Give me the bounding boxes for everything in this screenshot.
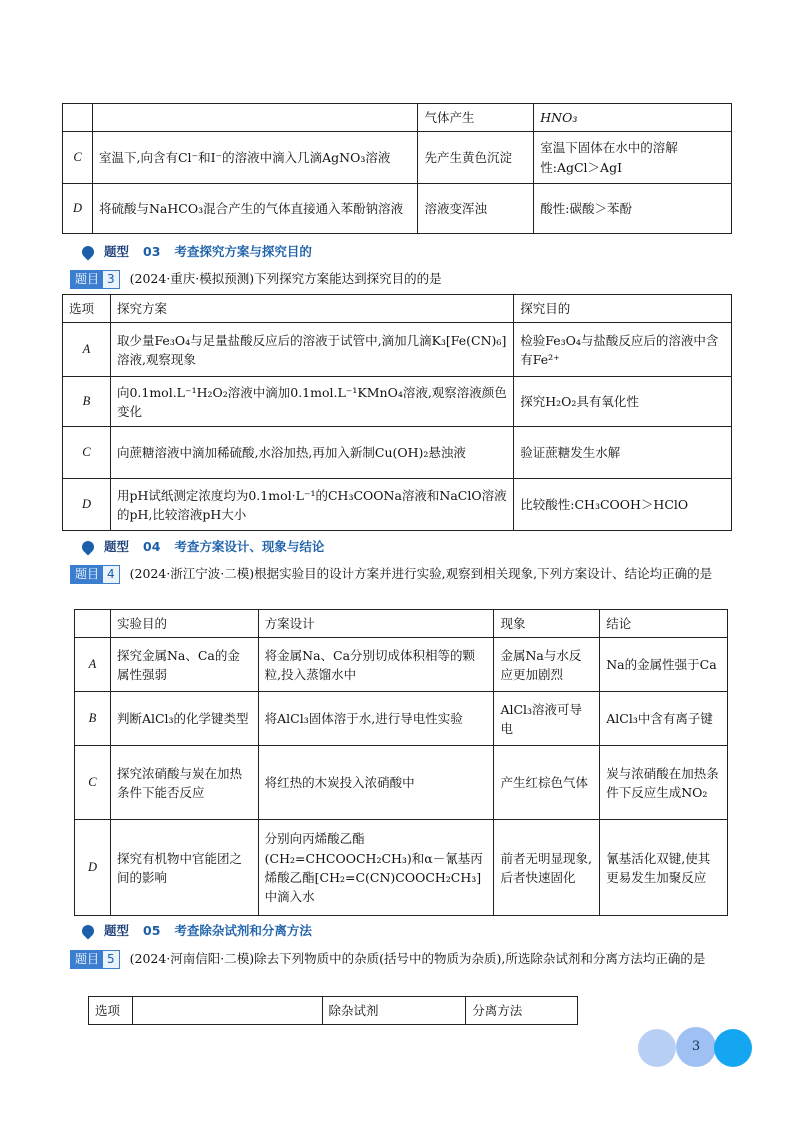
header-cell: 方案设计 [258, 610, 494, 638]
option-cell: C [75, 746, 111, 820]
question-5-prompt [70, 948, 730, 970]
header-cell: 现象 [494, 610, 600, 638]
question-3-table [62, 294, 732, 531]
option-cell: C [63, 132, 93, 184]
table-header-row [89, 997, 578, 1025]
section-number: 05 [143, 923, 161, 939]
table-header-row [75, 610, 728, 638]
option-cell: D [75, 820, 111, 916]
question-badge-number: 5 [103, 951, 119, 968]
question-badge-number: 3 [103, 271, 119, 288]
goal-cell: 探究有机物中官能团之间的影响 [110, 820, 258, 916]
design-cell: 将AlCl₃固体溶于水,进行导电性实验 [258, 692, 494, 746]
goal-cell: 探究金属Na、Ca的金属性强弱 [110, 638, 258, 692]
header-cell: 选项 [89, 997, 133, 1025]
question-badge-number: 4 [103, 566, 119, 583]
table-row [75, 692, 728, 746]
conclusion-cell: 氰基活化双键,使其更易发生加聚反应 [600, 820, 728, 916]
conclusion-cell: Na的金属性强于Ca [600, 638, 728, 692]
section-heading-04 [82, 537, 324, 557]
option-cell [63, 104, 93, 132]
plan-cell: 向0.1mol.L⁻¹H₂O₂溶液中滴加0.1mol.L⁻¹KMnO₄溶液,观察溶液颜色变化 [110, 377, 513, 427]
design-cell: 分别向丙烯酸乙酯(CH₂=CHCOOCH₂CH₃)和α－氰基丙烯酸乙酯[CH₂=C(CN)COOCH₂CH₃]中滴入水 [258, 820, 494, 916]
option-cell: A [63, 323, 111, 377]
table-row [63, 132, 732, 184]
table-row [63, 323, 732, 377]
page-number: 3 [676, 1027, 716, 1067]
header-cell [75, 610, 111, 638]
table-row [75, 820, 728, 916]
option-cell: B [63, 377, 111, 427]
question-text: (2024·重庆·模拟预测)下列探究方案能达到探究目的的是 [129, 271, 442, 286]
plan-cell: 取少量Fe₃O₄与足量盐酸反应后的溶液于试管中,滴加几滴K₃[Fe(CN)₆]溶液,观察现象 [110, 323, 513, 377]
goal-cell: 探究H₂O₂具有氧化性 [514, 377, 732, 427]
desc-cell: 室温下,向含有Cl⁻和I⁻的溶液中滴入几滴AgNO₃溶液 [92, 132, 417, 184]
question-4-prompt [70, 563, 730, 585]
phenomenon-cell: 气体产生 [418, 104, 534, 132]
header-cell: 分离方法 [466, 997, 578, 1025]
conclusion-cell: 炭与浓硝酸在加热条件下反应生成NO₂ [600, 746, 728, 820]
table-row [63, 184, 732, 234]
plan-cell: 向蔗糖溶液中滴加稀硫酸,水浴加热,再加入新制Cu(OH)₂悬浊液 [110, 427, 513, 479]
header-cell: 结论 [600, 610, 728, 638]
question-5-table [88, 996, 578, 1025]
phenomenon-cell: AlCl₃溶液可导电 [494, 692, 600, 746]
goal-cell: 检验Fe₃O₄与盐酸反应后的溶液中含有Fe²⁺ [514, 323, 732, 377]
question-4-table [74, 609, 728, 916]
table-row [63, 479, 732, 531]
header-cell: 探究方案 [110, 295, 513, 323]
section-heading-05 [82, 921, 312, 941]
goal-cell: 验证蔗糖发生水解 [514, 427, 732, 479]
section-title: 考查方案设计、现象与结论 [174, 539, 325, 555]
question-badge [70, 565, 120, 584]
section-title: 考查除杂试剂和分离方法 [174, 923, 312, 939]
desc-cell: 将硫酸与NaHCO₃混合产生的气体直接通入苯酚钠溶液 [92, 184, 417, 234]
design-cell: 将红热的木炭投入浓硝酸中 [258, 746, 494, 820]
section-tag: 题型 [104, 539, 130, 555]
phenomenon-cell: 产生红棕色气体 [494, 746, 600, 820]
section-tag: 题型 [104, 244, 130, 260]
table-row [63, 377, 732, 427]
section-number: 04 [143, 539, 161, 555]
conclusion-cell: HNO₃ [534, 104, 732, 132]
goal-cell: 比较酸性:CH₃COOH＞HClO [514, 479, 732, 531]
decor-circle [714, 1029, 752, 1067]
question-badge-label: 题目 [71, 566, 103, 583]
option-cell: A [75, 638, 111, 692]
goal-cell: 判断AlCl₃的化学键类型 [110, 692, 258, 746]
header-cell: 选项 [63, 295, 111, 323]
plan-cell: 用pH试纸测定浓度均为0.1mol·L⁻¹的CH₃COONa溶液和NaClO溶液的pH,比较溶液pH大小 [110, 479, 513, 531]
header-cell [132, 997, 322, 1025]
phenomenon-cell: 先产生黄色沉淀 [418, 132, 534, 184]
phenomenon-cell: 前者无明显现象,后者快速固化 [494, 820, 600, 916]
header-cell: 除杂试剂 [322, 997, 466, 1025]
question-badge [70, 950, 120, 969]
desc-cell [92, 104, 417, 132]
goal-cell: 探究浓硝酸与炭在加热条件下能否反应 [110, 746, 258, 820]
phenomenon-cell: 溶液变浑浊 [418, 184, 534, 234]
header-cell: 探究目的 [514, 295, 732, 323]
page-number-badge [638, 1027, 752, 1067]
section-tag: 题型 [104, 923, 130, 939]
conclusion-cell: 室温下固体在水中的溶解性:AgCl＞AgI [534, 132, 732, 184]
design-cell: 将金属Na、Ca分别切成体积相等的颗粒,投入蒸馏水中 [258, 638, 494, 692]
conclusion-cell: AlCl₃中含有离子键 [600, 692, 728, 746]
phenomenon-cell: 金属Na与水反应更加剧烈 [494, 638, 600, 692]
option-cell: C [63, 427, 111, 479]
conclusion-cell: 酸性:碳酸＞苯酚 [534, 184, 732, 234]
question-badge [70, 270, 120, 289]
section-title: 考查探究方案与探究目的 [174, 244, 312, 260]
question-text: (2024·河南信阳·二模)除去下列物质中的杂质(括号中的物质为杂质),所选除杂试剂和分离方法均正确的是 [129, 951, 706, 966]
question-text: (2024·浙江宁波·二模)根据实验目的设计方案并进行实验,观察到相关现象,下列方案设计、结论均正确的是 [129, 566, 713, 581]
header-cell: 实验目的 [110, 610, 258, 638]
table-row [63, 104, 732, 132]
option-cell: B [75, 692, 111, 746]
top-table [62, 103, 732, 234]
section-heading-03 [82, 242, 312, 262]
location-pin-icon [80, 923, 97, 940]
table-row [75, 746, 728, 820]
decor-circle [638, 1029, 676, 1067]
question-badge-label: 题目 [71, 951, 103, 968]
table-row [63, 427, 732, 479]
location-pin-icon [80, 539, 97, 556]
table-header-row [63, 295, 732, 323]
option-cell: D [63, 184, 93, 234]
question-badge-label: 题目 [71, 271, 103, 288]
section-number: 03 [143, 244, 161, 260]
location-pin-icon [80, 244, 97, 261]
question-3-prompt [70, 268, 730, 290]
table-row [75, 638, 728, 692]
option-cell: D [63, 479, 111, 531]
